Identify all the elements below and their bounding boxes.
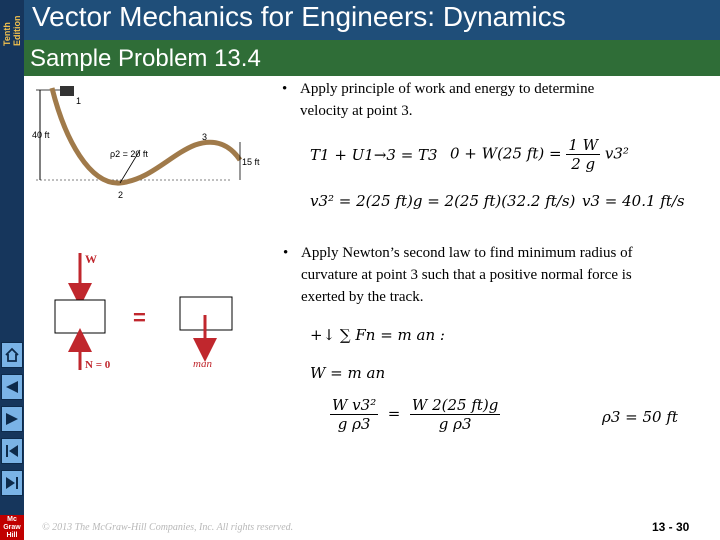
free-body-diagram xyxy=(45,245,255,375)
next-arrow-icon xyxy=(4,411,20,427)
label-point-2: 2 xyxy=(118,190,124,200)
eq-frac2-num: W 2(25 ft)g xyxy=(411,396,499,414)
eq-frac2-den: g ρ3 xyxy=(438,415,472,433)
eq-fraction xyxy=(566,136,600,173)
bullet1-line2: velocity at point 3. xyxy=(300,103,413,119)
first-slide-icon xyxy=(4,443,20,459)
car-block xyxy=(55,300,105,333)
eq-radius: $\frac{\text{W v3²}}{\text{g ρ3}}$ = $\frac{W 2(25 ft)g}{\text{g ρ3}}$ xyxy=(332,396,499,433)
eq-frac-den: 2 g xyxy=(571,155,596,173)
eq-work-energy-rhs xyxy=(450,136,629,173)
bullet-work-energy xyxy=(282,78,710,122)
page-title: Vector Mechanics for Engineers: Dynamics xyxy=(32,1,566,32)
eq-frac1-num: W v3² xyxy=(332,396,377,414)
eq-frac2 xyxy=(410,396,500,433)
label-40ft: 40 ft xyxy=(32,130,50,140)
slide-number: 13 - 30 xyxy=(652,520,690,534)
label-rho2: ρ2 = 20 ft xyxy=(110,149,148,159)
equals-sign: = xyxy=(133,305,146,330)
eq-frac1 xyxy=(330,396,378,433)
last-button[interactable] xyxy=(1,470,23,496)
page-subtitle: Sample Problem 13.4 xyxy=(30,45,261,72)
eq-radius-result: ρ3 = 50 ft xyxy=(602,408,678,426)
back-arrow-icon xyxy=(4,379,20,395)
last-slide-icon xyxy=(4,475,20,491)
track-figure xyxy=(30,80,270,205)
label-15ft: 15 ft xyxy=(242,157,260,167)
publisher-logo: Mc Graw Hill xyxy=(0,515,24,540)
bullet-dot-2: • xyxy=(283,245,289,261)
edition-label: Tenth Edition xyxy=(2,15,22,46)
bullet2-line2: curvature at point 3 such that a positive normal force is xyxy=(301,267,632,283)
label-man: man xyxy=(193,358,212,370)
eq-rhs-left: 0 + W(25 ft) = xyxy=(450,144,562,163)
bullet-newton xyxy=(283,242,711,308)
eq-velocity-result: v3 = 40.1 ft/s xyxy=(582,192,685,210)
back-button[interactable] xyxy=(1,374,23,400)
label-n0: N = 0 xyxy=(85,359,111,371)
car-shape xyxy=(60,86,74,96)
eq-frac1-den: g ρ3 xyxy=(337,415,371,433)
next-button[interactable] xyxy=(1,406,23,432)
label-point-1: 1 xyxy=(76,96,82,106)
eq-newton-sum: +↓ ∑ Fn = m an : xyxy=(310,326,445,344)
home-icon xyxy=(4,347,20,363)
bullet-dot: • xyxy=(282,81,288,97)
copyright: © 2013 The McGraw-Hill Companies, Inc. All rights reserved. xyxy=(42,522,294,533)
bullet2-line3: exerted by the track. xyxy=(301,289,424,305)
bullet1-line1: Apply principle of work and energy to determine xyxy=(300,81,595,97)
label-point-3: 3 xyxy=(202,132,208,142)
eq-work-energy-lhs: T1 + U1→3 = T3 xyxy=(310,146,438,164)
eq-w-man: W = m an xyxy=(310,364,386,382)
eq-rhs-right: v3² xyxy=(604,144,629,163)
eq-velocity: v3² = 2(25 ft)g = 2(25 ft)(32.2 ft/s) xyxy=(310,192,576,210)
home-button[interactable] xyxy=(1,342,23,368)
label-w: W xyxy=(85,252,97,266)
first-button[interactable] xyxy=(1,438,23,464)
eq-frac-num: 1 W xyxy=(568,136,599,154)
bullet2-line1: Apply Newton’s second law to find minimum radius of xyxy=(301,245,633,261)
